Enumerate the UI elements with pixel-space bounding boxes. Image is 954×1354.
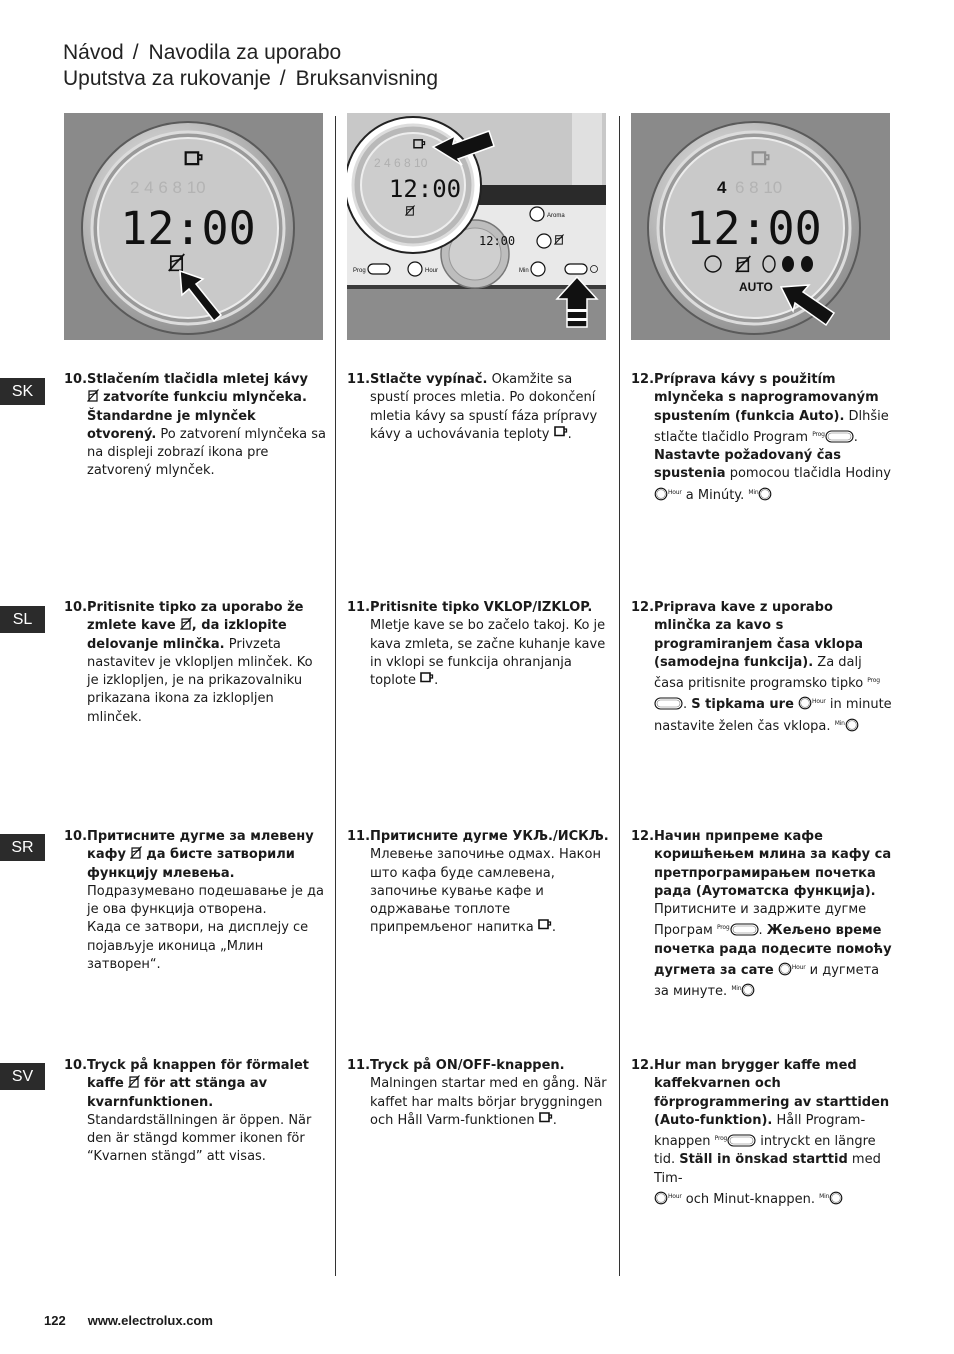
clock-readout: 12:00	[388, 175, 462, 203]
step-sk-11: 11. Stlačte vypínač. Okamžite sa spustí proces mletia. Po dokončení mletia kávy sa spustí fáza prípravy kávy a uchovávania teploty .	[347, 372, 598, 442]
prog-label: Prog	[353, 268, 366, 274]
keep-warm-icon	[554, 426, 568, 439]
step-sk-12: 12. Príprava kávy s použitím mlynčeka s naprogramovaným spustením (funkcia Auto). Dlhšie stlačte tlačidlo Program $^{Prog}$ . Nastavte požadovaný čas spustenia pomocou tlačidla Hodiny $^{Hour}$ a Minúty. $^{Min}$	[631, 372, 891, 503]
hour-button-icon	[654, 1191, 668, 1205]
figure-grinder-display	[64, 113, 323, 340]
title-separator: /	[279, 67, 286, 90]
prog-button	[368, 264, 390, 274]
keep-warm-icon	[539, 1112, 553, 1125]
hour-button-icon	[798, 696, 812, 710]
title-sk: Návod	[63, 41, 124, 64]
figure-control-panel	[347, 113, 606, 340]
svg-text:6 8 10: 6 8 10	[735, 178, 783, 197]
clock-readout: 12:00	[686, 202, 822, 255]
column-divider	[619, 116, 620, 1276]
grinder-button	[537, 234, 551, 248]
step-sr-11: 11. Притисните дугме УКЉ./ИСКЉ. Млевење започиње одмах. Након што кафа буде самлевена, започиње кување кафе и одржавање топлоте припремљеног напитка .	[347, 829, 609, 936]
page-footer	[44, 1313, 213, 1328]
min-button	[531, 262, 545, 276]
title-sr: Uputstva za rukovanje	[63, 67, 271, 90]
step-sv-12: 12. Hur man brygger kaffe med kaffekvarnen och förprogrammering av starttiden (Auto-funktion). Håll Program-knappen $^{Prog}$ intryckt en längre tid. Ställ in önskad starttid med Tim- $^{Hour}$ och Minut-knappen. $^{Min}$	[631, 1058, 890, 1208]
bean-icon	[801, 256, 813, 272]
grinder-icon	[180, 617, 192, 630]
hour-button-icon	[654, 487, 668, 501]
column-divider	[335, 116, 336, 1276]
figure-auto-display	[631, 113, 890, 340]
min-label: Min	[519, 268, 529, 274]
min-button-icon	[845, 718, 859, 732]
grinder-icon	[130, 846, 142, 859]
prog-button-icon	[730, 923, 759, 936]
bean-icon	[782, 256, 794, 272]
step-sr-12: 12. Начин припреме кафе коришћењем млина за кафу са претпрограмирањем почетка рада (Аутоматска функција). Притисните и задржите дугме Програм $^{Prog}$ . Жељено време почетка рада подесите помоћу дугмета за сате $^{Hour}$ и дугмета за минуте. $^{Min}$	[631, 829, 892, 1000]
selected-strength: 4	[717, 178, 727, 197]
grinder-icon	[128, 1075, 140, 1088]
title-separator: /	[132, 41, 139, 64]
clock-readout-small: 12:00	[479, 234, 516, 248]
lang-tab-sr: SR	[0, 834, 45, 861]
min-button-icon	[741, 983, 755, 997]
keep-warm-icon	[538, 919, 552, 932]
step-sr-10: 10. Притисните дугме за млевену кафу да бисте затворили функцију млевења. Подразумевано подешавање је да је ова функција отворена. Када се затвори, на дисплеју се појављује иконица „Млин затворен“.	[64, 829, 324, 973]
step-sv-10: 10. Tryck på knappen för förmalet kaffe för att stänga av kvarnfunktionen. Standardställningen är öppen. När den är stängd kommer ikonen för “Kvarnen stängd” att visas.	[64, 1058, 312, 1165]
page-title	[63, 40, 438, 92]
hour-button	[408, 262, 422, 276]
auto-label: AUTO	[739, 280, 773, 294]
title-sl: Navodila za uporabo	[148, 41, 342, 64]
on-off-button	[565, 264, 587, 274]
prog-button-icon	[727, 1134, 756, 1147]
prog-button-icon	[654, 697, 683, 710]
step-sl-10: 10. Pritisnite tipko za uporabo že zmlete kave , da izklopite delovanje mlinčka. Privzeta nastavitev je vklopljen mlinček. Ko je izklopljen, je na prikazovalniku prikazana ikona za izklopljen mlinček.	[64, 600, 313, 725]
hour-button-icon	[778, 962, 792, 976]
footer-url: www.electrolux.com	[87, 1313, 213, 1328]
step-sk-10: 10. Stlačením tlačidla mletej kávy zatvoríte funkciu mlynčeka. Štandardne je mlynček otvorený. Po zatvorení mlynčeka sa na displeji zobrazí ikona pre zatvorený mlynček.	[64, 372, 326, 479]
step-sl-11: 11. Pritisnite tipko VKLOP/IZKLOP. Mletje kave se bo začelo takoj. Ko je kava zmleta, se začne kuhanje kave in vklopi se funkcija ohranjanja toplote .	[347, 600, 606, 689]
lang-tab-sk: SK	[0, 378, 45, 405]
title-line-2	[63, 66, 438, 92]
keep-warm-icon	[420, 672, 434, 685]
grinder-icon	[87, 389, 99, 402]
dial-numbers: 2 4 6 8 10	[374, 156, 428, 170]
lang-tab-sv: SV	[0, 1063, 45, 1090]
step-sl-12: 12. Priprava kave z uporabo mlinčka za kavo s programiranjem časa vklopa (samodejna funkcija). Za dalj časa pritisnite programsko tipko $^{Prog}$. S tipkama ure $^{Hour}$ in minute nastavite želen čas vklopa. $^{Min}$	[631, 600, 892, 734]
dial-numbers: 2 4 6 8 10	[130, 178, 206, 197]
prog-button-icon	[825, 430, 854, 443]
clock-readout: 12:00	[120, 202, 256, 255]
page-number: 122	[44, 1313, 66, 1328]
min-button-icon	[829, 1191, 843, 1205]
step-sv-11: 11. Tryck på ON/OFF-knappen. Malningen startar med en gång. När kaffet har malts börjar bryggningen och Håll Varm-funktionen .	[347, 1058, 607, 1128]
min-button-icon	[758, 487, 772, 501]
lang-tab-sl: SL	[0, 606, 45, 633]
title-line-1	[63, 40, 438, 66]
aroma-label: Aroma	[547, 213, 565, 219]
aroma-button	[530, 207, 544, 221]
hour-label: Hour	[425, 268, 439, 274]
title-sv: Bruksanvisning	[295, 67, 439, 90]
